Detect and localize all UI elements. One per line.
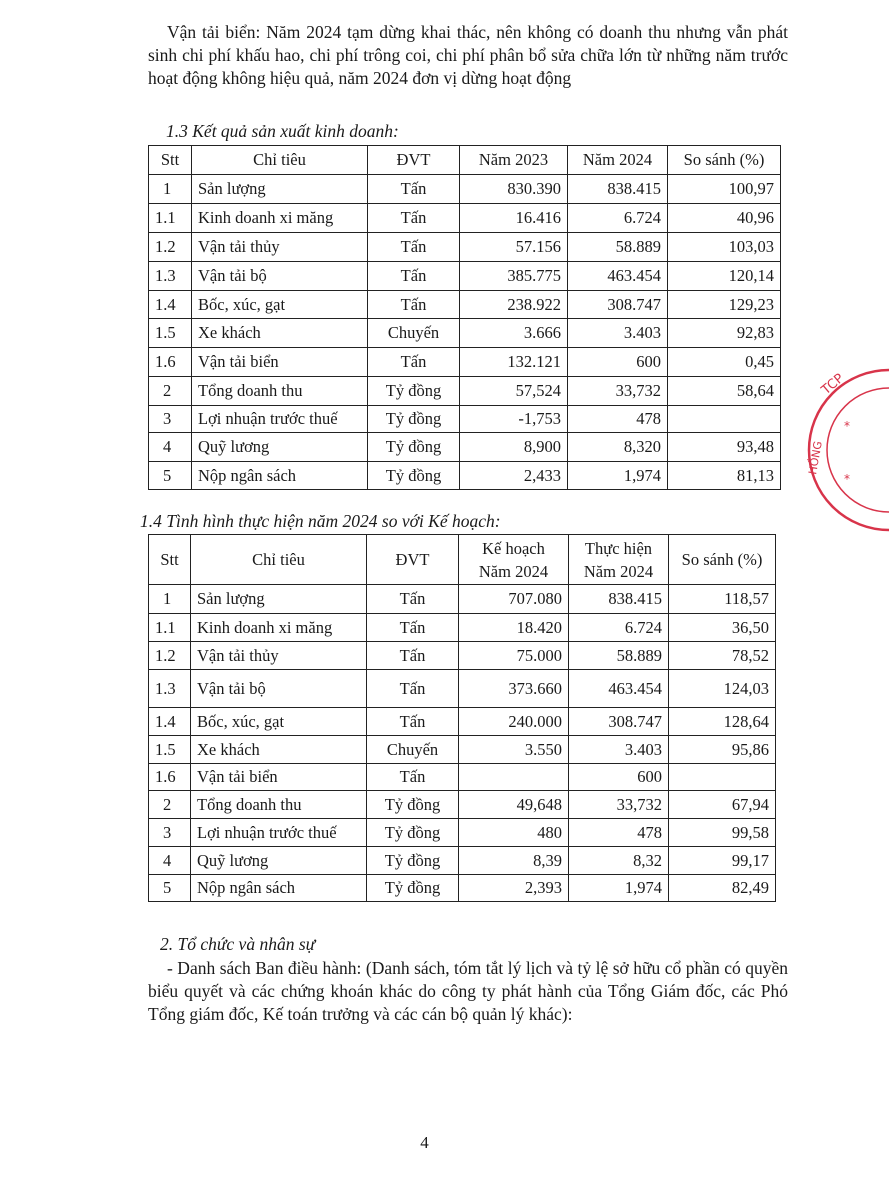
cell-stt: 1: [149, 175, 192, 204]
table-row: [149, 348, 781, 377]
cell-chi-tieu: Lợi nhuận trước thuế: [191, 819, 367, 847]
cell-stt: 1.6: [149, 764, 191, 791]
cell-so-sanh: 100,97: [668, 175, 781, 204]
cell-stt: 1.2: [149, 233, 192, 262]
cell-stt: 1.5: [149, 736, 191, 764]
cell-value-a: 8,39: [459, 847, 569, 875]
table-row: [149, 614, 776, 642]
cell-dvt: Tỷ đồng: [368, 406, 460, 433]
cell-chi-tieu: Xe khách: [191, 736, 367, 764]
cell-dvt: Tấn: [367, 585, 459, 614]
cell-value-a: 3.550: [459, 736, 569, 764]
cell-stt: 1.3: [149, 670, 191, 708]
cell-value-b: 308.747: [569, 708, 669, 736]
col-header-chi-tieu: Chỉ tiêu: [192, 146, 368, 175]
cell-stt: 3: [149, 406, 192, 433]
cell-chi-tieu: Tổng doanh thu: [191, 791, 367, 819]
cell-value-a: 480: [459, 819, 569, 847]
cell-so-sanh: 118,57: [669, 585, 776, 614]
cell-dvt: Tấn: [367, 764, 459, 791]
cell-stt: 1: [149, 585, 191, 614]
cell-stt: 5: [149, 462, 192, 490]
cell-value-a: 8,900: [460, 433, 568, 462]
cell-dvt: Tấn: [368, 233, 460, 262]
cell-so-sanh: 82,49: [669, 875, 776, 902]
cell-chi-tieu: Vận tải bộ: [191, 670, 367, 708]
cell-stt: 1.6: [149, 348, 192, 377]
cell-value-b: 463.454: [569, 670, 669, 708]
cell-dvt: Tấn: [367, 708, 459, 736]
section-1-3-heading: 1.3 Kết quả sản xuất kinh doanh:: [166, 121, 399, 141]
cell-stt: 1.1: [149, 204, 192, 233]
cell-chi-tieu: Kinh doanh xi măng: [191, 614, 367, 642]
table-row: [149, 736, 776, 764]
cell-value-b: 600: [569, 764, 669, 791]
cell-so-sanh: [668, 406, 781, 433]
cell-dvt: Tấn: [368, 175, 460, 204]
cell-stt: 4: [149, 847, 191, 875]
cell-value-b: 33,732: [569, 791, 669, 819]
table-row: [149, 406, 781, 433]
cell-value-a: 132.121: [460, 348, 568, 377]
cell-value-b: 478: [569, 819, 669, 847]
cell-stt: 1.4: [149, 291, 192, 319]
cell-chi-tieu: Xe khách: [192, 319, 368, 348]
col-header-thuc-hien: [569, 535, 669, 585]
table-row: [149, 377, 781, 406]
cell-dvt: Tỷ đồng: [367, 847, 459, 875]
cell-stt: 3: [149, 819, 191, 847]
cell-value-b: 33,732: [568, 377, 668, 406]
col-header-nam-2023: Năm 2023: [460, 146, 568, 175]
cell-stt: 1.4: [149, 708, 191, 736]
cell-value-b: 8,320: [568, 433, 668, 462]
cell-so-sanh: 0,45: [668, 348, 781, 377]
col-header-so-sanh: So sánh (%): [669, 535, 776, 585]
cell-value-a: [459, 764, 569, 791]
cell-stt: 5: [149, 875, 191, 902]
cell-value-b: 838.415: [569, 585, 669, 614]
cell-value-b: 58.889: [569, 642, 669, 670]
cell-chi-tieu: Vận tải thủy: [191, 642, 367, 670]
cell-stt: 1.3: [149, 262, 192, 291]
section-2-heading: 2. Tổ chức và nhân sự: [160, 934, 316, 954]
cell-dvt: Tấn: [367, 642, 459, 670]
cell-dvt: Tỷ đồng: [368, 462, 460, 490]
cell-dvt: Tấn: [368, 348, 460, 377]
cell-value-a: 385.775: [460, 262, 568, 291]
cell-value-b: 1,974: [569, 875, 669, 902]
intro-paragraph: Vận tải biển: Năm 2024 tạm dừng khai thác, nên không có doanh thu nhưng vẫn phát sinh chi phí khấu hao, chi phí trông coi, chi phí phân bổ sửa chữa lớn từ những năm trước hoạt động không hiệu quả, năm 2024 đơn vị dừng hoạt động: [148, 22, 788, 88]
cell-so-sanh: 129,23: [668, 291, 781, 319]
cell-stt: 2: [149, 791, 191, 819]
cell-value-a: 830.390: [460, 175, 568, 204]
cell-so-sanh: 99,17: [669, 847, 776, 875]
cell-chi-tieu: Quỹ lương: [191, 847, 367, 875]
table-row: [149, 708, 776, 736]
cell-dvt: Tấn: [368, 204, 460, 233]
cell-dvt: Tỷ đồng: [367, 791, 459, 819]
table-business-results: [148, 145, 781, 490]
table-row: [149, 204, 781, 233]
col-header-chi-tieu: Chỉ tiêu: [191, 535, 367, 585]
col-header-nam-2024: Năm 2024: [568, 146, 668, 175]
table-row: [149, 670, 776, 708]
table-row: [149, 819, 776, 847]
cell-value-b: 1,974: [568, 462, 668, 490]
svg-text:HỒNG: HỒNG: [806, 440, 825, 476]
col-header-thuc-hien-line1: Thực hiện: [584, 538, 653, 558]
cell-chi-tieu: Vận tải thủy: [192, 233, 368, 262]
table-row: [149, 462, 781, 490]
cell-so-sanh: 124,03: [669, 670, 776, 708]
cell-value-a: 3.666: [460, 319, 568, 348]
cell-so-sanh: 36,50: [669, 614, 776, 642]
cell-so-sanh: 103,03: [668, 233, 781, 262]
cell-value-b: 58.889: [568, 233, 668, 262]
cell-stt: 1.5: [149, 319, 192, 348]
cell-so-sanh: 99,58: [669, 819, 776, 847]
cell-stt: 1.2: [149, 642, 191, 670]
table-header-row: [149, 535, 776, 585]
table-row: [149, 764, 776, 791]
cell-so-sanh: 120,14: [668, 262, 781, 291]
cell-chi-tieu: Vận tải bộ: [192, 262, 368, 291]
cell-value-b: 600: [568, 348, 668, 377]
cell-value-a: 707.080: [459, 585, 569, 614]
cell-value-b: 8,32: [569, 847, 669, 875]
cell-dvt: Tấn: [367, 670, 459, 708]
cell-value-b: 463.454: [568, 262, 668, 291]
col-header-stt: Stt: [149, 146, 192, 175]
cell-dvt: Tấn: [368, 291, 460, 319]
cell-dvt: Chuyến: [368, 319, 460, 348]
cell-chi-tieu: Kinh doanh xi măng: [192, 204, 368, 233]
cell-chi-tieu: Sản lượng: [192, 175, 368, 204]
cell-value-a: 57.156: [460, 233, 568, 262]
company-seal-stamp: [804, 365, 889, 535]
cell-value-a: 2,433: [460, 462, 568, 490]
cell-dvt: Tỷ đồng: [368, 433, 460, 462]
cell-value-a: 18.420: [459, 614, 569, 642]
table-row: [149, 291, 781, 319]
cell-so-sanh: 95,86: [669, 736, 776, 764]
cell-chi-tieu: Nộp ngân sách: [191, 875, 367, 902]
cell-so-sanh: 40,96: [668, 204, 781, 233]
table-row: [149, 875, 776, 902]
cell-so-sanh: [669, 764, 776, 791]
cell-value-a: 2,393: [459, 875, 569, 902]
section-1-4-heading: 1.4 Tình hình thực hiện năm 2024 so với Kế hoạch:: [140, 511, 501, 531]
table-row: [149, 262, 781, 291]
cell-chi-tieu: Bốc, xúc, gạt: [191, 708, 367, 736]
col-header-stt: Stt: [149, 535, 191, 585]
cell-chi-tieu: Tổng doanh thu: [192, 377, 368, 406]
cell-so-sanh: 81,13: [668, 462, 781, 490]
cell-stt: 2: [149, 377, 192, 406]
col-header-ke-hoach: [459, 535, 569, 585]
table-plan-performance: [148, 534, 776, 902]
cell-dvt: Tấn: [368, 262, 460, 291]
cell-so-sanh: 78,52: [669, 642, 776, 670]
cell-value-a: 16.416: [460, 204, 568, 233]
col-header-dvt: ĐVT: [368, 146, 460, 175]
cell-dvt: Tỷ đồng: [368, 377, 460, 406]
col-header-ke-hoach-line2: Năm 2024: [478, 561, 549, 581]
cell-value-b: 3.403: [568, 319, 668, 348]
cell-chi-tieu: Quỹ lương: [192, 433, 368, 462]
table-row: [149, 319, 781, 348]
page-number: 4: [420, 1133, 429, 1152]
svg-text:TCP: TCP: [818, 371, 848, 399]
cell-value-a: 373.660: [459, 670, 569, 708]
cell-so-sanh: 58,64: [668, 377, 781, 406]
cell-value-b: 478: [568, 406, 668, 433]
table-row: [149, 847, 776, 875]
cell-dvt: Chuyến: [367, 736, 459, 764]
cell-chi-tieu: Sản lượng: [191, 585, 367, 614]
cell-value-b: 6.724: [569, 614, 669, 642]
cell-so-sanh: 128,64: [669, 708, 776, 736]
table-row: [149, 642, 776, 670]
table-header-row: [149, 146, 781, 175]
table-row: [149, 791, 776, 819]
cell-value-a: 49,648: [459, 791, 569, 819]
cell-chi-tieu: Bốc, xúc, gạt: [192, 291, 368, 319]
table-row: [149, 433, 781, 462]
col-header-so-sanh: So sánh (%): [668, 146, 781, 175]
cell-so-sanh: 93,48: [668, 433, 781, 462]
cell-chi-tieu: Vận tải biển: [192, 348, 368, 377]
cell-dvt: Tỷ đồng: [367, 819, 459, 847]
col-header-thuc-hien-line2: Năm 2024: [583, 561, 654, 581]
cell-value-b: 3.403: [569, 736, 669, 764]
cell-stt: 1.1: [149, 614, 191, 642]
cell-dvt: Tấn: [367, 614, 459, 642]
cell-value-b: 308.747: [568, 291, 668, 319]
cell-value-b: 838.415: [568, 175, 668, 204]
cell-so-sanh: 92,83: [668, 319, 781, 348]
cell-value-a: 238.922: [460, 291, 568, 319]
cell-so-sanh: 67,94: [669, 791, 776, 819]
table-row: [149, 175, 781, 204]
cell-value-a: 75.000: [459, 642, 569, 670]
cell-value-a: 57,524: [460, 377, 568, 406]
col-header-ke-hoach-line1: Kế hoạch: [482, 538, 545, 558]
svg-text:*: *: [844, 419, 850, 433]
table-row: [149, 233, 781, 262]
cell-value-a: 240.000: [459, 708, 569, 736]
section-2-paragraph: - Danh sách Ban điều hành: (Danh sách, tóm tắt lý lịch và tỷ lệ sở hữu cổ phần có quyền biểu quyết và các chứng khoán khác do công ty phát hành của Tổng Giám đốc, các Phó Tổng giám đốc, Kế toán trưởng và các cán bộ quản lý khác):: [148, 958, 788, 1024]
cell-chi-tieu: Vận tải biển: [191, 764, 367, 791]
col-header-dvt: ĐVT: [367, 535, 459, 585]
cell-value-a: -1,753: [460, 406, 568, 433]
cell-chi-tieu: Lợi nhuận trước thuế: [192, 406, 368, 433]
table-row: [149, 585, 776, 614]
cell-dvt: Tỷ đồng: [367, 875, 459, 902]
cell-stt: 4: [149, 433, 192, 462]
svg-text:*: *: [844, 472, 850, 486]
cell-value-b: 6.724: [568, 204, 668, 233]
cell-chi-tieu: Nộp ngân sách: [192, 462, 368, 490]
